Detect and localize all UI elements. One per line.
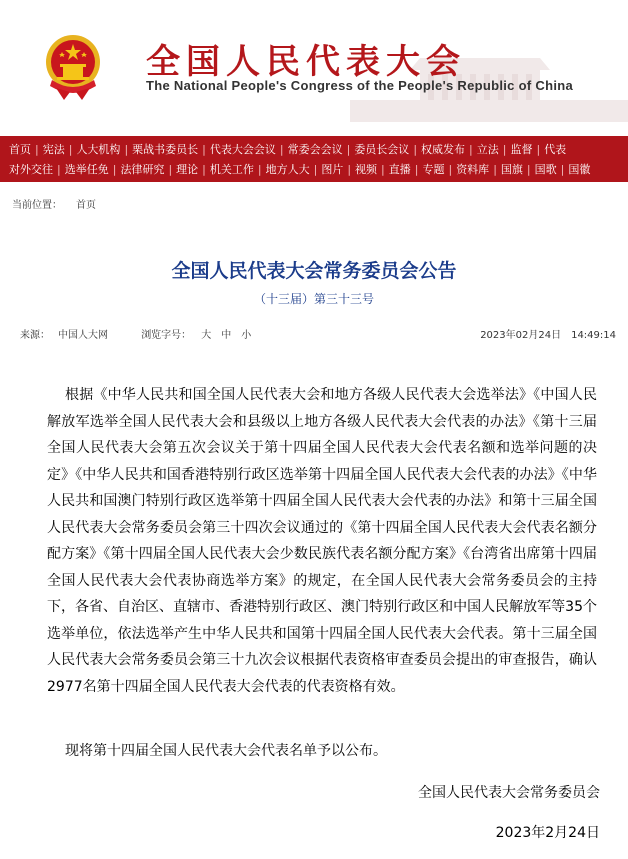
nav-separator: |: [346, 142, 351, 156]
font-size-medium-button[interactable]: 中: [221, 330, 232, 341]
nav-item-national-anthem[interactable]: 国歌: [534, 163, 557, 176]
nav-item-releases[interactable]: 权威发布: [421, 143, 466, 156]
national-emblem-icon[interactable]: [42, 28, 104, 104]
font-size-label: 浏览字号：: [141, 330, 192, 341]
nav-separator: |: [469, 142, 473, 156]
nav-row-1: [6, 139, 569, 159]
font-size-large-button[interactable]: 大: [201, 330, 212, 341]
nav-separator: |: [536, 142, 541, 156]
nav-separator: |: [560, 162, 565, 176]
nav-separator: |: [313, 162, 318, 176]
signature: 全国人民代表大会常务委员会: [418, 785, 600, 801]
nav-separator: |: [57, 162, 61, 176]
article-paragraph: 根据《中华人民共和国全国人民代表大会和地方各级人民代表大会选举法》《中国人民解放军选举全国人民代表大会和县级以上地方各级人民代表大会代表的办法》《第十三届全国人民代表大会第五次会议关于第十四届全国人民代表大会代表名额和选举问题的决定》《中华人民共和国香港特别行政区选举第十四届全国人民代表大会代表的办法》《中华人民共和国澳门特别行政区选举第十四届全国人民代表大会代表的办法》和第十三届全国人民代表大会常务委员会第三十四次会议通过的《第十四届全国人民代表大会代表名额分配方案》《第十四届全国人民代表大会少数民族代表名额分配方案》《台湾省出席第十四届全国人民代表大会代表协商选举方案》的规定，在全国人民代表大会常务委员会的主持下，各省、自治区、直辖市、香港特别行政区、澳门特别行政区和中国人民解放军等35个选举单位，依法选举产生中华人民共和国第十四届全国人民代表大会代表。第十三届全国人民代表大会常务委员会第三十九次会议根据代表资格审查委员会提出的审查报告，确认2977名第十四届全国人民代表大会代表的代表资格有效。: [47, 387, 597, 695]
site-title-english: The National People's Congress of the People's Republic of China: [146, 78, 573, 93]
nav-item-deputies[interactable]: 代表: [544, 143, 567, 156]
nav-item-supervision[interactable]: 监督: [510, 143, 533, 156]
nav-item-pictures[interactable]: 图片: [321, 163, 344, 176]
breadcrumb: [12, 196, 96, 211]
source-value: 中国人大网: [58, 330, 108, 341]
nav-item-chairman[interactable]: 栗战书委员长: [132, 143, 199, 156]
nav-item-local-congress[interactable]: 地方人大: [265, 163, 310, 176]
page-title: 全国人民代表大会常务委员会公告: [171, 260, 457, 282]
nav-separator: |: [112, 162, 117, 176]
article-body: [47, 382, 597, 700]
nav-item-topics[interactable]: 专题: [422, 163, 445, 176]
nav-item-theory[interactable]: 理论: [176, 163, 199, 176]
nav-item-database[interactable]: 资料库: [456, 163, 490, 176]
nav-item-chairmen-council[interactable]: 委员长会议: [354, 143, 410, 156]
nav-item-law-research[interactable]: 法律研究: [120, 163, 165, 176]
nav-item-legislation[interactable]: 立法: [476, 143, 499, 156]
nav-item-elections[interactable]: 选举任免: [64, 163, 109, 176]
article-meta: [20, 326, 616, 341]
nav-separator: |: [202, 142, 206, 156]
font-size-small-button[interactable]: 小: [241, 330, 252, 341]
nav-separator: |: [502, 142, 507, 156]
nav-item-institutions[interactable]: 人大机构: [76, 143, 121, 156]
breadcrumb-home-link[interactable]: 首页: [76, 200, 96, 211]
site-title[interactable]: 全国人民代表大会: [146, 42, 466, 82]
nav-item-video[interactable]: 视频: [355, 163, 378, 176]
breadcrumb-label: 当前位置：: [12, 200, 62, 211]
nav-separator: |: [381, 162, 385, 176]
nav-item-live[interactable]: 直播: [388, 163, 411, 176]
nav-item-national-flag[interactable]: 国旗: [500, 163, 523, 176]
nav-separator: |: [202, 162, 206, 176]
nav-item-home[interactable]: 首页: [9, 143, 31, 156]
signature-date: 2023年2月24日: [495, 825, 600, 841]
publish-datetime: 2023年02月24日 14:49:14: [480, 330, 616, 341]
nav-item-office-work[interactable]: 机关工作: [209, 163, 254, 176]
nav-separator: |: [493, 162, 497, 176]
nav-separator: |: [347, 162, 352, 176]
nav-separator: |: [413, 142, 418, 156]
article-paragraph-announcement: 现将第十四届全国人民代表大会代表名单予以公布。: [65, 743, 387, 759]
nav-item-congress-sessions[interactable]: 代表大会会议: [209, 143, 276, 156]
nav-row-2: [6, 159, 593, 179]
nav-separator: |: [414, 162, 419, 176]
nav-item-foreign-exchanges[interactable]: 对外交往: [9, 163, 53, 176]
nav-separator: |: [279, 142, 284, 156]
nav-item-constitution[interactable]: 宪法: [42, 143, 65, 156]
nav-separator: |: [124, 142, 129, 156]
page-subtitle: （十三届）第三十三号: [253, 292, 374, 306]
nav-item-standing-committee-sessions[interactable]: 常委会会议: [287, 143, 343, 156]
source-label: 来源：: [20, 330, 50, 341]
nav-separator: |: [35, 142, 39, 156]
nav-separator: |: [448, 162, 453, 176]
nav-item-national-emblem[interactable]: 国徽: [568, 163, 591, 176]
nav-separator: |: [526, 162, 531, 176]
main-nav: [0, 136, 628, 182]
nav-separator: |: [168, 162, 173, 176]
nav-separator: |: [257, 162, 262, 176]
nav-separator: |: [68, 142, 73, 156]
site-header: [0, 0, 628, 122]
